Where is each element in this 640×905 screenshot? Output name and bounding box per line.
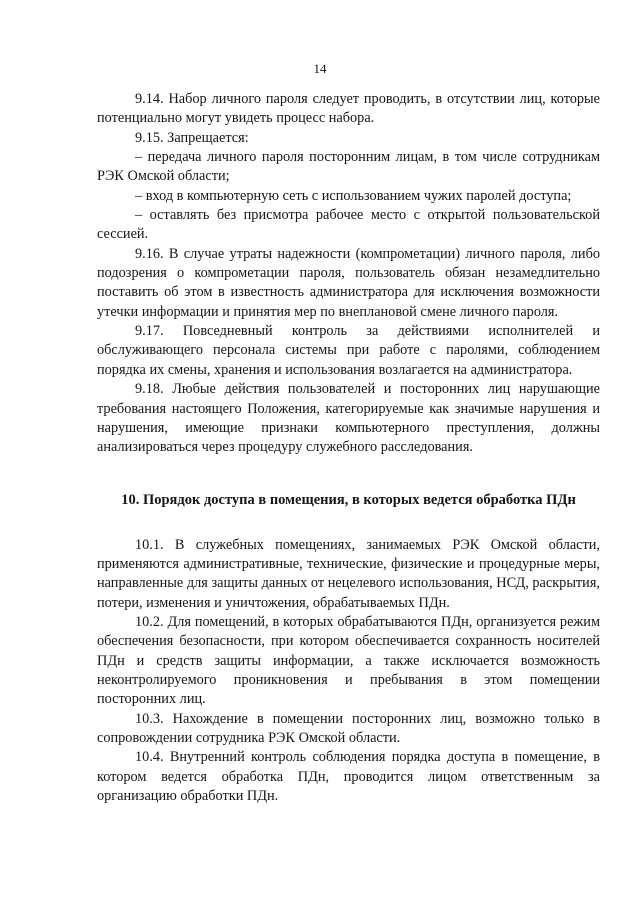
document-body (97, 90, 600, 806)
paragraph-10-2: 10.2. Для помещений, в которых обрабатываются ПДн, организуется режим обеспечения безопасности, при котором обеспечивается сохранность носителей ПДн и средств защиты информации, а также исключается возможность неконтролируемого проникновения и пребывания в этом помещении посторонних лиц. (97, 613, 600, 708)
paragraph-10-4: 10.4. Внутренний контроль соблюдения порядка доступа в помещение, в котором ведется обработка ПДн, проводится лицом ответственным за организацию обработки ПДн. (97, 749, 600, 804)
page-number: 14 (313, 61, 327, 76)
list-item-unattended-workstation: – оставлять без присмотра рабочее место с открытой пользовательской сессией. (97, 207, 600, 243)
list-item-password-transfer: – передача личного пароля посторонним лицам, в том числе сотрудникам РЭК Омской области; (97, 149, 600, 185)
paragraph-9-18: 9.18. Любые действия пользователей и посторонних лиц нарушающие требования настоящего Положения, категорируемые как значимые нарушения и нарушения, имеющие признаки компьютерного преступления, должны анализироваться через процедуру служебного расследования. (97, 381, 600, 456)
list-item-foreign-passwords: – вход в компьютерную сеть с использованием чужих паролей доступа; (135, 187, 572, 204)
paragraph-10-3: 10.3. Нахождение в помещении посторонних лиц, возможно только в сопровождении сотрудника РЭК Омской области. (97, 710, 600, 746)
paragraph-9-14: 9.14. Набор личного пароля следует проводить, в отсутствии лиц, которые потенциально могут увидеть процесс набора. (97, 91, 600, 127)
paragraph-9-17: 9.17. Повседневный контроль за действиями исполнителей и обслуживающего персонала системы при работе с паролями, соблюдением порядка их смены, хранения и использования возлагается на администратора. (97, 323, 600, 378)
paragraph-9-15: 9.15. Запрещается: (135, 129, 249, 146)
section-title: 10. Порядок доступа в помещения, в которых ведется обработка ПДн (121, 491, 576, 508)
paragraph-10-1: 10.1. В служебных помещениях, занимаемых РЭК Омской области, применяются административные, технические, физические и процедурные меры, направленные для защиты данных от нецелевого использования, НСД, раскрытия, потери, изменения и уничтожения, обрабатываемых ПДн. (97, 536, 600, 611)
paragraph-9-16: 9.16. В случае утраты надежности (компрометации) личного пароля, либо подозрения о компрометации пароля, пользователь обязан незамедлительно поставить об этом в известность администратора для исключения возможности утечки информации и принятия мер по внеплановой смене личного пароля. (97, 245, 600, 320)
